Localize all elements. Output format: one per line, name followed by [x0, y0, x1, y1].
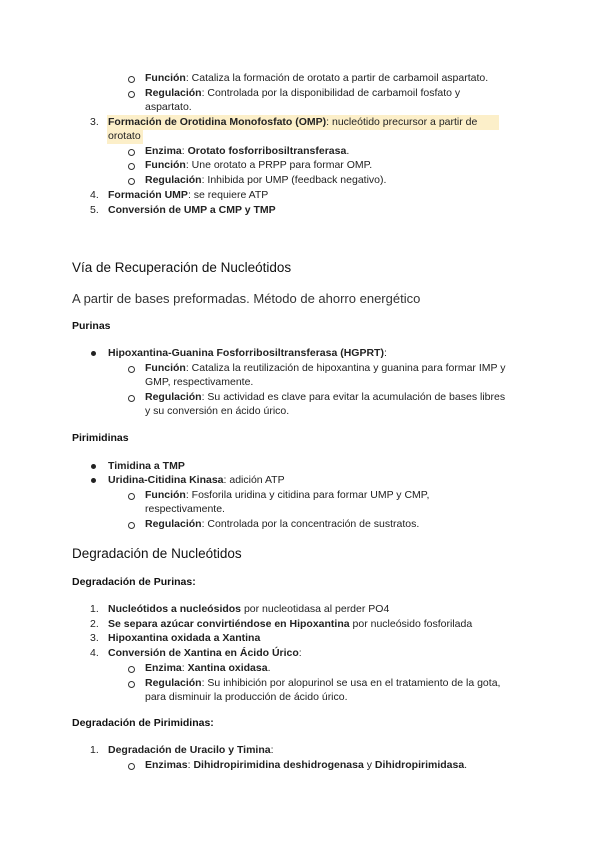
section-heading: Vía de Recuperación de Nucleótidos: [72, 260, 292, 275]
funcion-label: Función: [145, 362, 186, 374]
funcion-text: : Une orotato a PRPP para formar OMP.: [185, 159, 373, 171]
subheading-pirimidinas: Pirimidinas: [72, 432, 129, 444]
item-label: Se separa azúcar convirtiéndose en Hipoxantina: [108, 618, 350, 630]
funcion-label: Función: [145, 489, 186, 501]
list-number: 1.: [90, 744, 99, 756]
regulacion-label: Regulación: [145, 391, 202, 403]
circle-bullet-icon: [128, 681, 135, 688]
item-label: Conversión de UMP a CMP y TMP: [108, 204, 276, 216]
item-text: : nucleótido precursor a partir de: [326, 116, 478, 128]
subheading-purinas: Purinas: [72, 320, 111, 332]
regulacion-text-cont: aspartato.: [145, 101, 192, 113]
section-heading: Degradación de Nucleótidos: [72, 546, 242, 561]
regulacion-line: [145, 390, 505, 405]
funcion-line: [145, 71, 488, 86]
regulacion-text: : Controlada por la disponibilidad de carbamoil fosfato y: [201, 87, 461, 99]
funcion-line: [145, 361, 505, 376]
item-label: Degradación de Uracilo y Timina: [108, 744, 271, 756]
colon: :: [383, 347, 387, 359]
regulacion-text: : Su inhibición por alopurinol se usa en el tratamiento de la gota,: [201, 677, 501, 689]
regulacion-label: Regulación: [145, 518, 202, 530]
list-item: [108, 617, 472, 632]
item-label: Uridina-Citidina Kinasa: [108, 474, 224, 486]
funcion-label: Función: [145, 159, 186, 171]
regulacion-text: : Controlada por la concentración de sustratos.: [201, 518, 420, 530]
regulacion-text-cont: para disminuir la producción de ácido úrico.: [145, 691, 348, 703]
period: .: [464, 759, 468, 771]
funcion-text: : Cataliza la formación de orotato a partir de carbamoil aspartato.: [185, 72, 489, 84]
funcion-text: : Fosforila uridina y citidina para formar UMP y CMP,: [185, 489, 430, 501]
list-number: 5.: [90, 204, 99, 216]
item-text: por nucleotidasa al perder PO4: [241, 603, 390, 615]
regulacion-line: [145, 173, 386, 188]
list-number: 1.: [90, 603, 99, 615]
enzima-line: [145, 144, 349, 159]
enzimas-label: Enzimas: [145, 759, 188, 771]
circle-bullet-icon: [128, 366, 135, 373]
circle-bullet-icon: [128, 763, 135, 770]
regulacion-label: Regulación: [145, 677, 202, 689]
circle-bullet-icon: [128, 522, 135, 529]
circle-bullet-icon: [128, 395, 135, 402]
regulacion-line: [145, 517, 419, 532]
list-item-omp: [108, 115, 477, 130]
dot-bullet-icon: [91, 351, 96, 356]
enzimas-line: [145, 758, 467, 773]
item-label: Formación de Orotidina Monofosfato (OMP): [108, 116, 327, 128]
item-label: Hipoxantina-Guanina Fosforribosiltransferasa (HGPRT): [108, 347, 384, 359]
funcion-text-cont: respectivamente.: [145, 503, 225, 515]
enzima-value: Dihidropirimidina deshidrogenasa: [193, 759, 364, 771]
enzima-value: Orotato fosforribosiltransferasa: [187, 145, 347, 157]
period: .: [267, 662, 271, 674]
enzima-line: [145, 661, 270, 676]
regulacion-label: Regulación: [145, 87, 202, 99]
list-item: [108, 743, 274, 758]
regulacion-line: [145, 676, 500, 691]
regulacion-label: Regulación: [145, 174, 202, 186]
item-label: Hipoxantina oxidada a Xantina: [108, 632, 261, 644]
list-number: 3.: [90, 116, 99, 128]
period: .: [346, 145, 350, 157]
conjunction: y: [363, 759, 375, 771]
list-item-cmp-tmp: [108, 203, 276, 218]
list-number: 2.: [90, 618, 99, 630]
circle-bullet-icon: [128, 91, 135, 98]
circle-bullet-icon: [128, 493, 135, 500]
colon: :: [181, 662, 188, 674]
item-label: Conversión de Xantina en Ácido Úrico: [108, 647, 299, 659]
item-text: : se requiere ATP: [187, 189, 269, 201]
colon: :: [270, 744, 274, 756]
item-text: : adición ATP: [223, 474, 285, 486]
colon: :: [298, 647, 302, 659]
list-number: 4.: [90, 189, 99, 201]
list-item-hgprt: [108, 346, 387, 361]
colon: :: [187, 759, 194, 771]
section-subtitle: A partir de bases preformadas. Método de ahorro energético: [72, 291, 421, 306]
regulacion-text: : Su actividad es clave para evitar la acumulación de bases libres: [201, 391, 506, 403]
subheading-degradacion-purinas: Degradación de Purinas:: [72, 576, 196, 588]
item-text-cont: orotato: [108, 130, 141, 142]
list-item: [108, 646, 302, 661]
colon: :: [181, 145, 188, 157]
enzima-label: Enzima: [145, 662, 182, 674]
circle-bullet-icon: [128, 178, 135, 185]
list-item-uridina: [108, 473, 285, 488]
list-item-timidina: [108, 459, 185, 474]
subheading-degradacion-pirimidinas: Degradación de Pirimidinas:: [72, 717, 214, 729]
funcion-text: : Cataliza la reutilización de hipoxantina y guanina para formar IMP y: [185, 362, 506, 374]
dot-bullet-icon: [91, 464, 96, 469]
list-number: 4.: [90, 647, 99, 659]
funcion-label: Función: [145, 72, 186, 84]
list-item: [108, 631, 260, 646]
funcion-line: [145, 488, 429, 503]
dot-bullet-icon: [91, 478, 96, 483]
circle-bullet-icon: [128, 76, 135, 83]
enzima-value: Dihidropirimidasa: [374, 759, 465, 771]
list-item-ump: [108, 188, 268, 203]
circle-bullet-icon: [128, 666, 135, 673]
item-label: Timidina a TMP: [108, 460, 185, 472]
funcion-text-cont: GMP, respectivamente.: [145, 376, 254, 388]
list-item: [108, 602, 389, 617]
circle-bullet-icon: [128, 163, 135, 170]
regulacion-text-cont: y su conversión en ácido úrico.: [145, 405, 290, 417]
item-label: Nucleótidos a nucleósidos: [108, 603, 242, 615]
enzima-value: Xantina oxidasa: [187, 662, 268, 674]
circle-bullet-icon: [128, 149, 135, 156]
funcion-line: [145, 158, 372, 173]
enzima-label: Enzima: [145, 145, 182, 157]
regulacion-text: : Inhibida por UMP (feedback negativo).: [201, 174, 387, 186]
list-number: 3.: [90, 632, 99, 644]
item-text: por nucleósido fosforilada: [349, 618, 473, 630]
item-label: Formación UMP: [108, 189, 188, 201]
regulacion-line: [145, 86, 460, 101]
